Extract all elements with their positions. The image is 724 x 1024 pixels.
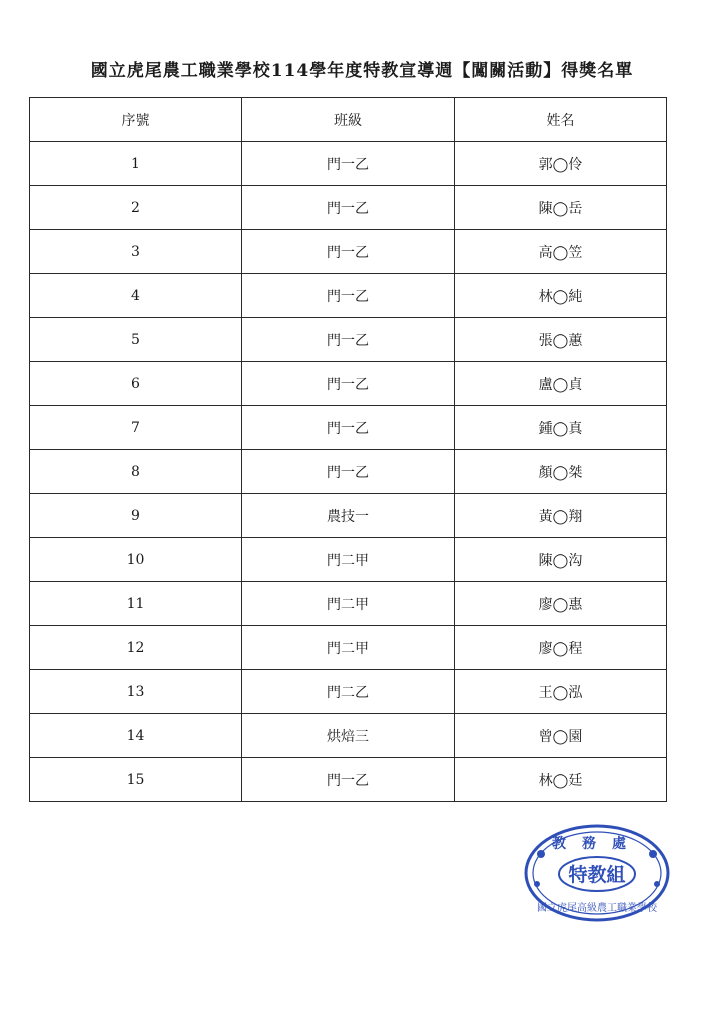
cell-number: 6 [30, 362, 242, 406]
cell-class: 門一乙 [242, 274, 455, 318]
cell-number: 5 [30, 318, 242, 362]
cell-number: 2 [30, 186, 242, 230]
cell-class: 門二乙 [242, 670, 455, 714]
cell-number: 3 [30, 230, 242, 274]
cell-student-name: 郭◯伶 [455, 142, 667, 186]
cell-class: 門一乙 [242, 406, 455, 450]
svg-text:教務處: 教務處 [552, 836, 642, 852]
table-row [30, 450, 667, 494]
cell-student-name: 廖◯惠 [455, 582, 667, 626]
cell-class: 門一乙 [242, 450, 455, 494]
table-row [30, 538, 667, 582]
cell-number: 8 [30, 450, 242, 494]
cell-class: 門二甲 [242, 538, 455, 582]
cell-class: 門一乙 [242, 758, 455, 802]
page-title: 國立虎尾農工職業學校114學年度特教宣導週【闖關活動】得獎名單 [90, 61, 634, 81]
table-row [30, 186, 667, 230]
cell-student-name: 盧◯貞 [455, 362, 667, 406]
cell-number: 9 [30, 494, 242, 538]
cell-student-name: 林◯廷 [455, 758, 667, 802]
table-header-row [30, 98, 667, 142]
cell-class: 門一乙 [242, 186, 455, 230]
award-list-table [29, 97, 667, 802]
table-row [30, 406, 667, 450]
cell-class: 門一乙 [242, 142, 455, 186]
cell-number: 13 [30, 670, 242, 714]
cell-student-name: 曾◯園 [455, 714, 667, 758]
cell-student-name: 王◯泓 [455, 670, 667, 714]
table-row [30, 230, 667, 274]
cell-student-name: 林◯純 [455, 274, 667, 318]
cell-student-name: 高◯笠 [455, 230, 667, 274]
table-row [30, 318, 667, 362]
table-row [30, 626, 667, 670]
table-row [30, 758, 667, 802]
cell-student-name: 黃◯翔 [455, 494, 667, 538]
cell-class: 門二甲 [242, 582, 455, 626]
cell-class: 門二甲 [242, 626, 455, 670]
cell-number: 14 [30, 714, 242, 758]
cell-number: 4 [30, 274, 242, 318]
table-row [30, 670, 667, 714]
cell-student-name: 陳◯岳 [455, 186, 667, 230]
cell-class: 門一乙 [242, 318, 455, 362]
header-name: 姓名 [455, 98, 667, 142]
svg-text:國立虎尾高級農工職業學校: 國立虎尾高級農工職業學校 [537, 903, 657, 914]
cell-student-name: 鍾◯真 [455, 406, 667, 450]
cell-student-name: 陳◯沟 [455, 538, 667, 582]
table-row [30, 362, 667, 406]
cell-number: 15 [30, 758, 242, 802]
cell-student-name: 張◯蕙 [455, 318, 667, 362]
header-class: 班級 [242, 98, 455, 142]
table-row [30, 274, 667, 318]
cell-class: 門一乙 [242, 362, 455, 406]
cell-number: 12 [30, 626, 242, 670]
cell-class: 烘焙三 [242, 714, 455, 758]
cell-number: 10 [30, 538, 242, 582]
cell-number: 7 [30, 406, 242, 450]
cell-number: 11 [30, 582, 242, 626]
table-row [30, 582, 667, 626]
cell-class: 門一乙 [242, 230, 455, 274]
cell-student-name: 廖◯程 [455, 626, 667, 670]
cell-number: 1 [30, 142, 242, 186]
cell-student-name: 顏◯桀 [455, 450, 667, 494]
school-seal-stamp [522, 822, 672, 924]
svg-text:特教組: 特教組 [568, 864, 626, 886]
cell-class: 農技一 [242, 494, 455, 538]
table-row [30, 714, 667, 758]
header-number: 序號 [30, 98, 242, 142]
table-row [30, 142, 667, 186]
table-row [30, 494, 667, 538]
